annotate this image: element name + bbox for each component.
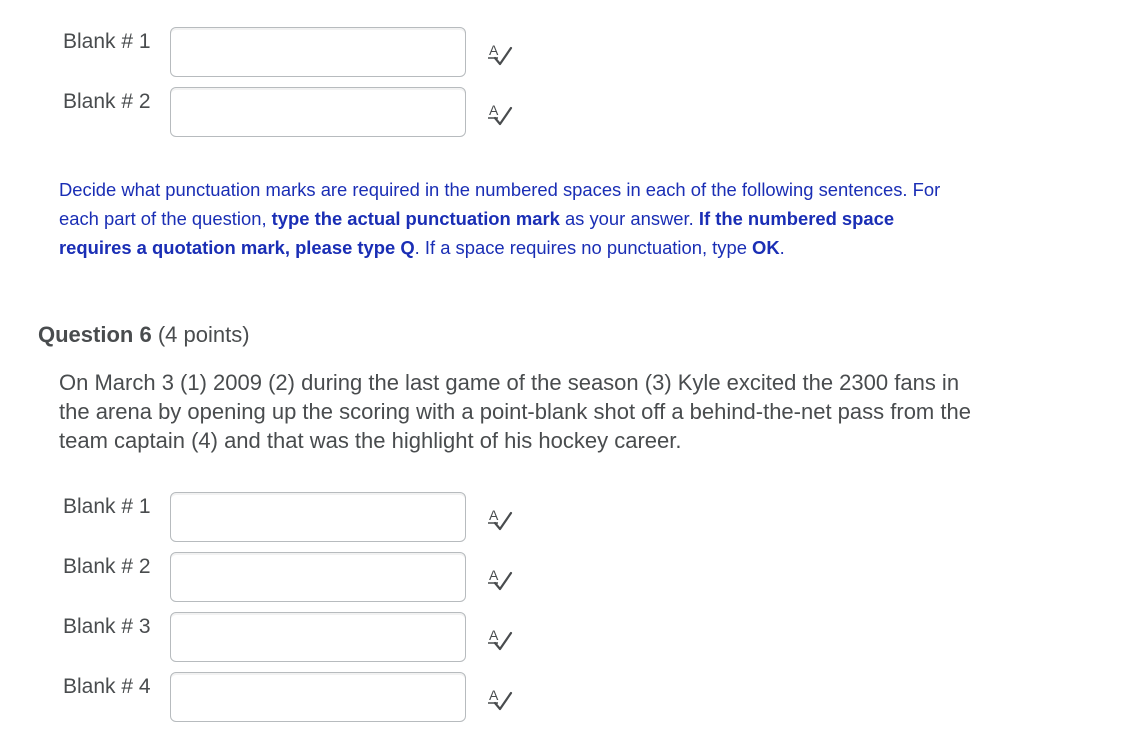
- blank-row-2: [0, 552, 600, 606]
- blank-row-1: [0, 492, 600, 546]
- blank-1-input[interactable]: [170, 492, 466, 542]
- spell-check-icon[interactable]: [486, 39, 514, 67]
- svg-text:A: A: [489, 42, 499, 58]
- instructions-part-1: Decide what punctuation marks are required in the numbered spaces in each of the following sentences. For each part of the question,: [59, 179, 941, 229]
- blank-label: Blank # 4: [63, 675, 151, 698]
- instructions-text: [59, 175, 969, 262]
- question-text: On March 3 (1) 2009 (2) during the last game of the season (3) Kyle excited the 2300 fans in the arena by opening up the scoring with a point-blank shot off a behind-the-net pass from the team captain (4) and that was the highlight of his hockey career.: [59, 370, 971, 453]
- blank-2-input[interactable]: [170, 552, 466, 602]
- blank-row-3: [0, 612, 600, 666]
- blank-4-input[interactable]: [170, 672, 466, 722]
- question-heading: [38, 322, 250, 348]
- instructions-bold-1: type the actual punctuation mark: [271, 208, 560, 229]
- blank-label: Blank # 1: [63, 30, 151, 53]
- blank-label: Blank # 1: [63, 495, 151, 518]
- spell-check-icon[interactable]: [486, 564, 514, 592]
- instructions-part-2: as your answer.: [559, 208, 699, 229]
- prev-blank-1-input[interactable]: [170, 27, 466, 77]
- question-title: Question 6: [38, 322, 152, 347]
- blank-label: Blank # 2: [63, 555, 151, 578]
- prev-blank-row-1: [0, 27, 600, 81]
- prev-blank-row-2: [0, 87, 600, 141]
- spell-check-icon[interactable]: [486, 99, 514, 127]
- blank-label: Blank # 3: [63, 615, 151, 638]
- svg-text:A: A: [489, 687, 499, 703]
- svg-text:A: A: [489, 567, 499, 583]
- spell-check-icon[interactable]: [486, 504, 514, 532]
- svg-text:A: A: [489, 507, 499, 523]
- blank-row-4: [0, 672, 600, 726]
- blank-label: Blank # 2: [63, 90, 151, 113]
- blank-3-input[interactable]: [170, 612, 466, 662]
- spell-check-icon[interactable]: [486, 624, 514, 652]
- instructions-part-4: .: [779, 237, 785, 258]
- instructions-part-3: . If a space requires no punctuation, type: [414, 237, 753, 258]
- prev-blank-2-input[interactable]: [170, 87, 466, 137]
- instructions-bold-3: OK: [752, 237, 780, 258]
- svg-text:A: A: [489, 627, 499, 643]
- question-points: (4 points): [157, 322, 250, 347]
- spell-check-icon[interactable]: [486, 684, 514, 712]
- svg-text:A: A: [489, 102, 499, 118]
- instructions-bold-2: If the numbered space requires a quotation mark, please type Q: [59, 208, 895, 258]
